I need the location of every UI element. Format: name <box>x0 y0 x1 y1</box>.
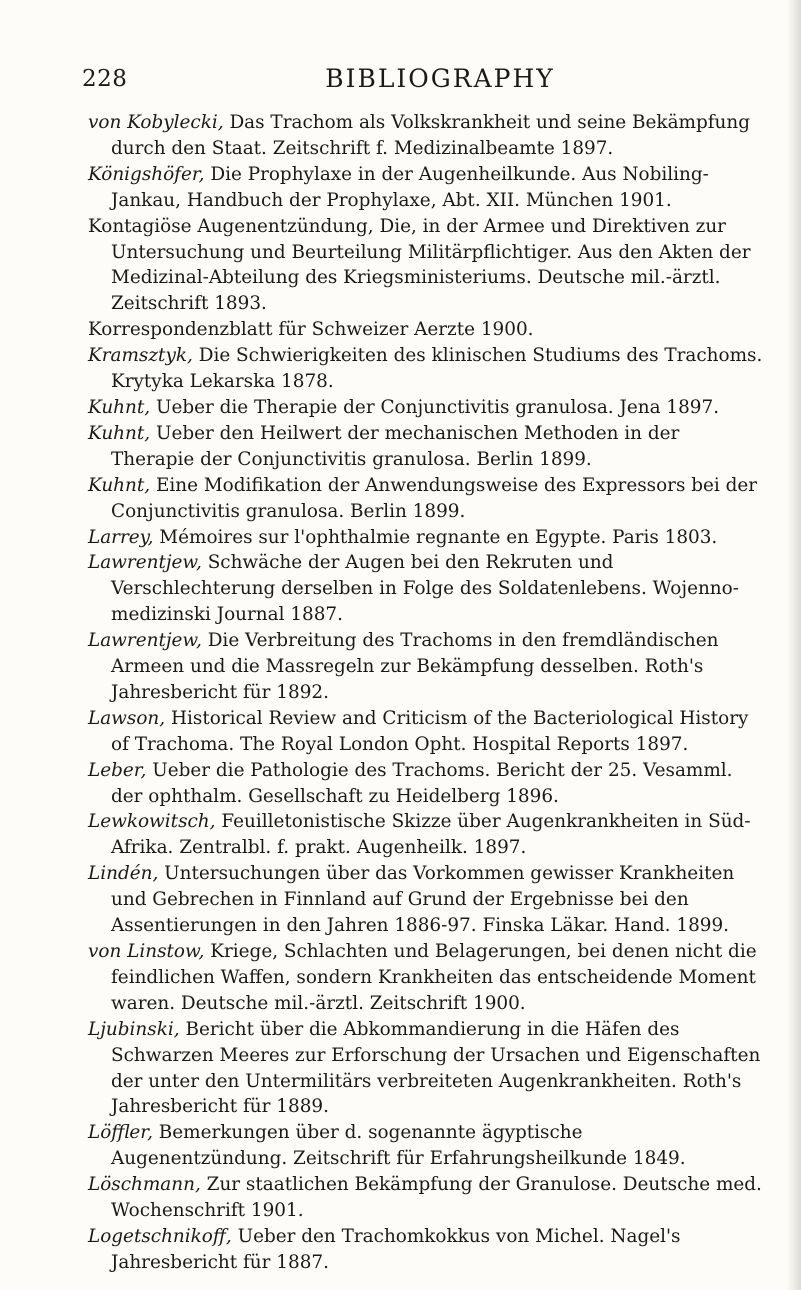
bibliography-entry <box>88 110 764 162</box>
bibliography-entry <box>88 1120 764 1172</box>
entry-text: Die Verbreitung des Trachoms in den fremdländischen Armeen und die Massregeln zur Bekämpfung desselben. Roth's Jahresbericht für 1892. <box>111 630 719 703</box>
entry-author: Löffler, <box>88 1122 153 1144</box>
entry-author: Kuhnt, <box>88 396 151 418</box>
entry-text: Korrespondenzblatt für Schweizer Aerzte 1900. <box>88 319 534 341</box>
bibliography-entry <box>88 1017 764 1121</box>
entry-text: Bericht über die Abkommandierung in die Häfen des Schwarzen Meeres zur Erforschung der Ursachen und Eigenschaften der unter den Untermilitärs verbreiteten Augenkrankheiten. Roth's Jahresbericht für 1889. <box>111 1018 761 1118</box>
entry-author: Königshöfer, <box>88 163 205 185</box>
entry-author: Löschmann, <box>88 1174 201 1196</box>
entry-author: von Linstow, <box>88 941 205 962</box>
entry-text: Ueber die Pathologie des Trachoms. Bericht der 25. Vesamml. der ophthalm. Gesellschaft zu Heidelberg 1896. <box>111 759 733 807</box>
entry-text: Schwäche der Augen bei den Rekruten und Verschlechterung derselben in Folge des Soldatenlebens. Wojenno-medizinski Journal 1887. <box>111 552 739 626</box>
entry-text: Bemerkungen über d. sogenannte ägyptische Augenentzündung. Zeitschrift für Erfahrungsheilkunde 1849. <box>111 1122 686 1170</box>
bibliography-entry <box>88 214 764 318</box>
entry-author: Leber, <box>88 759 147 781</box>
entry-author: Ljubinski, <box>88 1018 180 1040</box>
bibliography-entry <box>88 162 764 214</box>
bibliography-entry <box>88 861 764 939</box>
bibliography-entry <box>88 1224 764 1276</box>
entry-text: Das Trachom als Volkskrankheit und seine Bekämpfung durch den Staat. Zeitschrift f. Medizinalbeamte 1897. <box>111 112 751 159</box>
bibliography-entry <box>88 473 764 525</box>
entry-author: Lawrentjew, <box>88 630 202 652</box>
bibliography-entry <box>88 1172 764 1224</box>
bibliography-entry <box>88 343 764 395</box>
entry-author: Lawrentjew, <box>88 552 202 574</box>
entry-text: Kriege, Schlachten und Belagerungen, bei denen nicht die feindlichen Waffen, sondern Krankheiten das entscheidende Moment waren. Deutsche mil.-ärztl. Zeitschrift 1900. <box>111 941 757 1014</box>
entry-text: Zur staatlichen Bekämpfung der Granulose. Deutsche med. Wochenschrift 1901. <box>111 1174 762 1222</box>
page-number: 228 <box>82 66 128 92</box>
entry-text: Die Schwierigkeiten des klinischen Studiums des Trachoms. Krytyka Lekarska 1878. <box>111 345 763 393</box>
entry-text: Ueber den Trachomkokkus von Michel. Nagel's Jahresbericht für 1887. <box>111 1225 681 1273</box>
entry-text: Die Prophylaxe in der Augenheilkunde. Aus Nobiling-Jankau, Handbuch der Prophylaxe, Abt. XII. München 1901. <box>111 163 709 211</box>
entry-text: Ueber den Heilwert der mechanischen Methoden in der Therapie der Conjunctivitis granulosa. Berlin 1899. <box>111 422 680 470</box>
entry-text: Historical Review and Criticism of the Bacteriological History of Trachoma. The Royal London Opht. Hospital Reports 1897. <box>111 707 749 755</box>
entry-author: Kuhnt, <box>88 422 151 444</box>
bibliography-entry <box>88 809 764 861</box>
entry-author: Kramsztyk, <box>88 345 193 367</box>
bibliography-entry <box>88 525 764 551</box>
entry-author: Kuhnt, <box>88 474 151 496</box>
page-header <box>80 64 760 104</box>
bibliography-list <box>88 110 764 1276</box>
entry-author: von Kobylecki, <box>88 112 224 133</box>
bibliography-entry <box>88 395 764 421</box>
running-title: BIBLIOGRAPHY <box>325 64 555 93</box>
bibliography-entry <box>88 939 764 1017</box>
bibliography-entry <box>88 758 764 810</box>
entry-text: Untersuchungen über das Vorkommen gewisser Krankheiten und Gebrechen in Finnland auf Grund der Ergebnisse bei den Assentierungen in den Jahren 1886-97. Finska Läkar. Hand. 1899. <box>111 863 735 937</box>
entry-author: Logetschnikoff, <box>88 1225 232 1247</box>
entry-text: Kontagiöse Augenentzündung, Die, in der Armee und Direktiven zur Untersuchung und Beurteilung Militärpflichtiger. Aus den Akten der Medizinal-Abteilung des Kriegsministeriums. Deutsche mil.-ärztl. Zeitschrift 1893. <box>88 215 751 315</box>
entry-author: Lewkowitsch, <box>88 811 216 833</box>
entry-text: Feuilletonistische Skizze über Augenkrankheiten in Süd-Afrika. Zentralbl. f. prakt. Augenheilk. 1897. <box>111 811 751 859</box>
bibliography-entry <box>88 317 764 343</box>
entry-author: Larrey, <box>88 526 154 548</box>
bibliography-entry <box>88 628 764 706</box>
entry-text: Ueber die Therapie der Conjunctivitis granulosa. Jena 1897. <box>155 396 720 418</box>
entry-text: Eine Modifikation der Anwendungsweise des Expressors bei der Conjunctivitis granulosa. Berlin 1899. <box>111 474 758 522</box>
bibliography-entry <box>88 706 764 758</box>
entry-text: Mémoires sur l'ophthalmie regnante en Egypte. Paris 1803. <box>159 526 718 548</box>
entry-author: Lawson, <box>88 707 166 729</box>
entry-author: Lindén, <box>88 863 159 885</box>
bibliography-entry <box>88 550 764 628</box>
page-edge-shadow <box>787 0 801 1290</box>
bibliography-entry <box>88 421 764 473</box>
